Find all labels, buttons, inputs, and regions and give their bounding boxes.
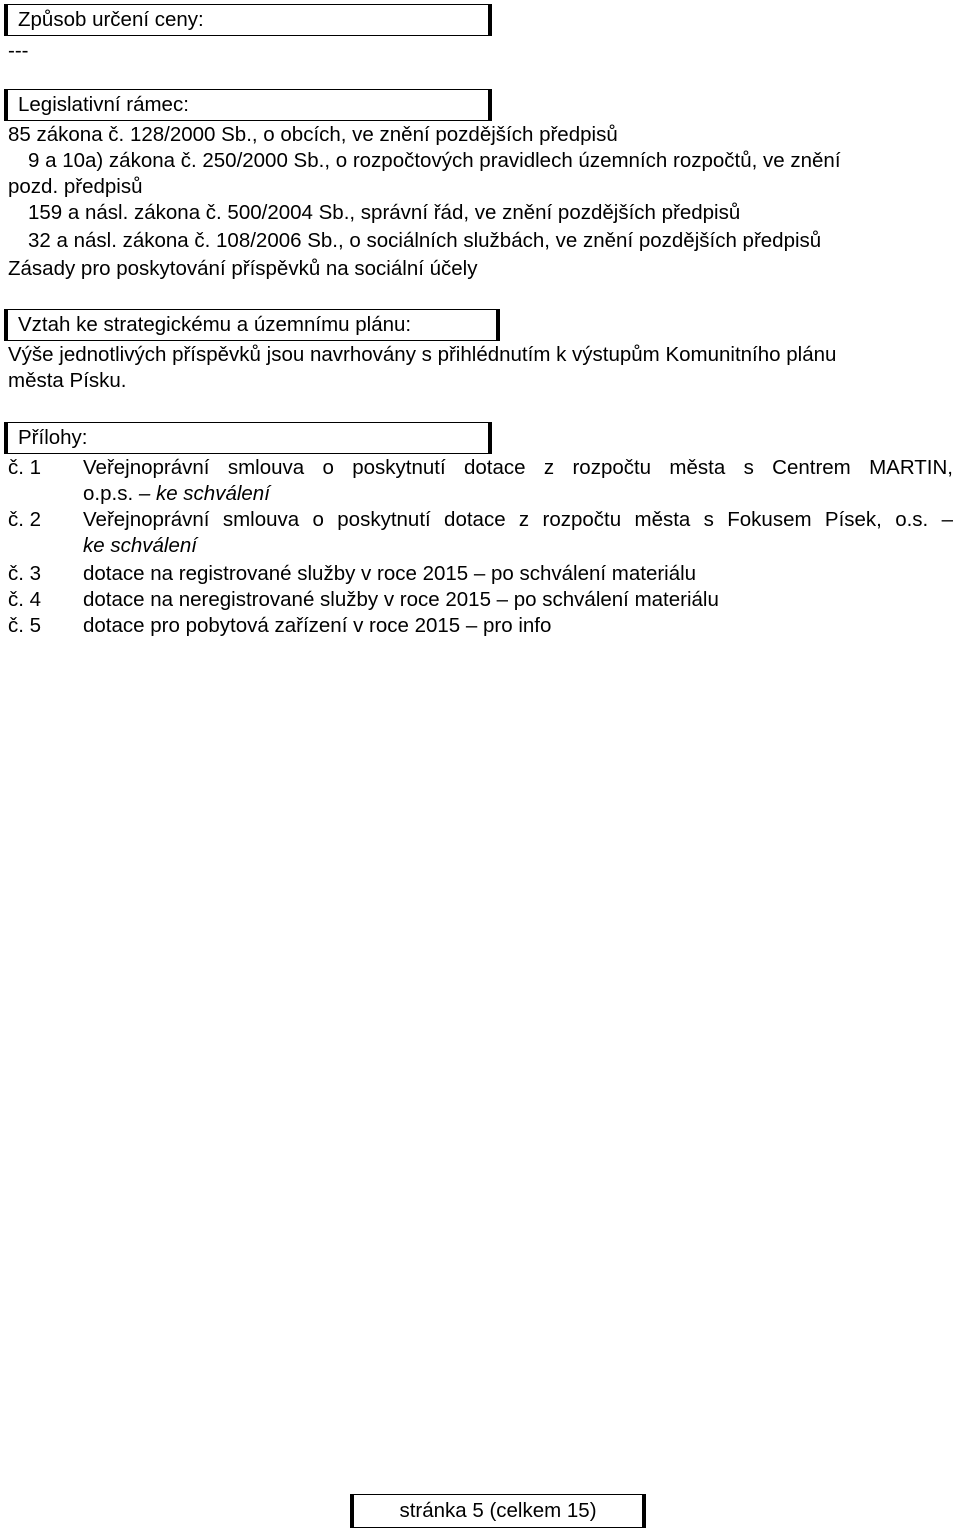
page-number-box [350, 1494, 646, 1528]
legislation-heading: Legislativní rámec: [18, 93, 189, 116]
legislation-line: 32 a násl. zákona č. 108/2006 Sb., o sociálních službách, ve znění pozdějších předpisů [28, 229, 822, 252]
attachment-number: č. 4 [8, 588, 42, 611]
attachment-status: – ke schválení [138, 482, 270, 505]
legislation-line: 85 zákona č. 128/2000 Sb., o obcích, ve znění pozdějších předpisů [8, 123, 618, 146]
strategic-plan-heading: Vztah ke strategickému a územnímu plánu: [18, 313, 412, 336]
attachment-number: č. 5 [8, 614, 42, 637]
attachment-number: č. 3 [8, 562, 42, 585]
attachment-text: Veřejnoprávní smlouva o poskytnutí dotace z rozpočtu města s Fokusem Písek, o.s. – [83, 508, 953, 531]
legislation-line: Zásady pro poskytování příspěvků na sociální účely [8, 257, 478, 280]
legislation-line: 9 a 10a) zákona č. 250/2000 Sb., o rozpočtových pravidlech územních rozpočtů, ve znění [28, 149, 841, 172]
attachment-status: ke schválení [83, 534, 197, 557]
attachment-text: dotace pro pobytová zařízení v roce 2015 – pro info [83, 614, 552, 637]
pricing-heading-box [4, 4, 492, 36]
attachment-number: č. 1 [8, 456, 42, 479]
attachment-continuation: o.p.s. [83, 482, 139, 505]
attachment-number: č. 2 [8, 508, 42, 531]
strategic-plan-line: Výše jednotlivých příspěvků jsou navrhovány s přihlédnutím k výstupům Komunitního plánu [8, 343, 837, 366]
pricing-heading: Způsob určení ceny: [18, 8, 204, 31]
attachment-text: dotace na registrované služby v roce 2015 – po schválení materiálu [83, 562, 697, 585]
attachments-heading: Přílohy: [18, 426, 88, 449]
attachment-text-continuation [83, 481, 953, 507]
legislation-heading-box [4, 89, 492, 121]
attachment-text: dotace na neregistrované služby v roce 2015 – po schválení materiálu [83, 588, 719, 611]
attachment-text: Veřejnoprávní smlouva o poskytnutí dotace z rozpočtu města s Centrem MARTIN, [83, 456, 953, 479]
attachments-heading-box [4, 422, 492, 454]
pricing-value: --- [8, 39, 29, 62]
legislation-line: 159 a násl. zákona č. 500/2004 Sb., správní řád, ve znění pozdějších předpisů [28, 201, 741, 224]
page-number: stránka 5 (celkem 15) [399, 1499, 597, 1522]
legislation-line: pozd. předpisů [8, 175, 143, 198]
strategic-plan-line: města Písku. [8, 369, 127, 392]
strategic-plan-heading-box [4, 309, 500, 341]
